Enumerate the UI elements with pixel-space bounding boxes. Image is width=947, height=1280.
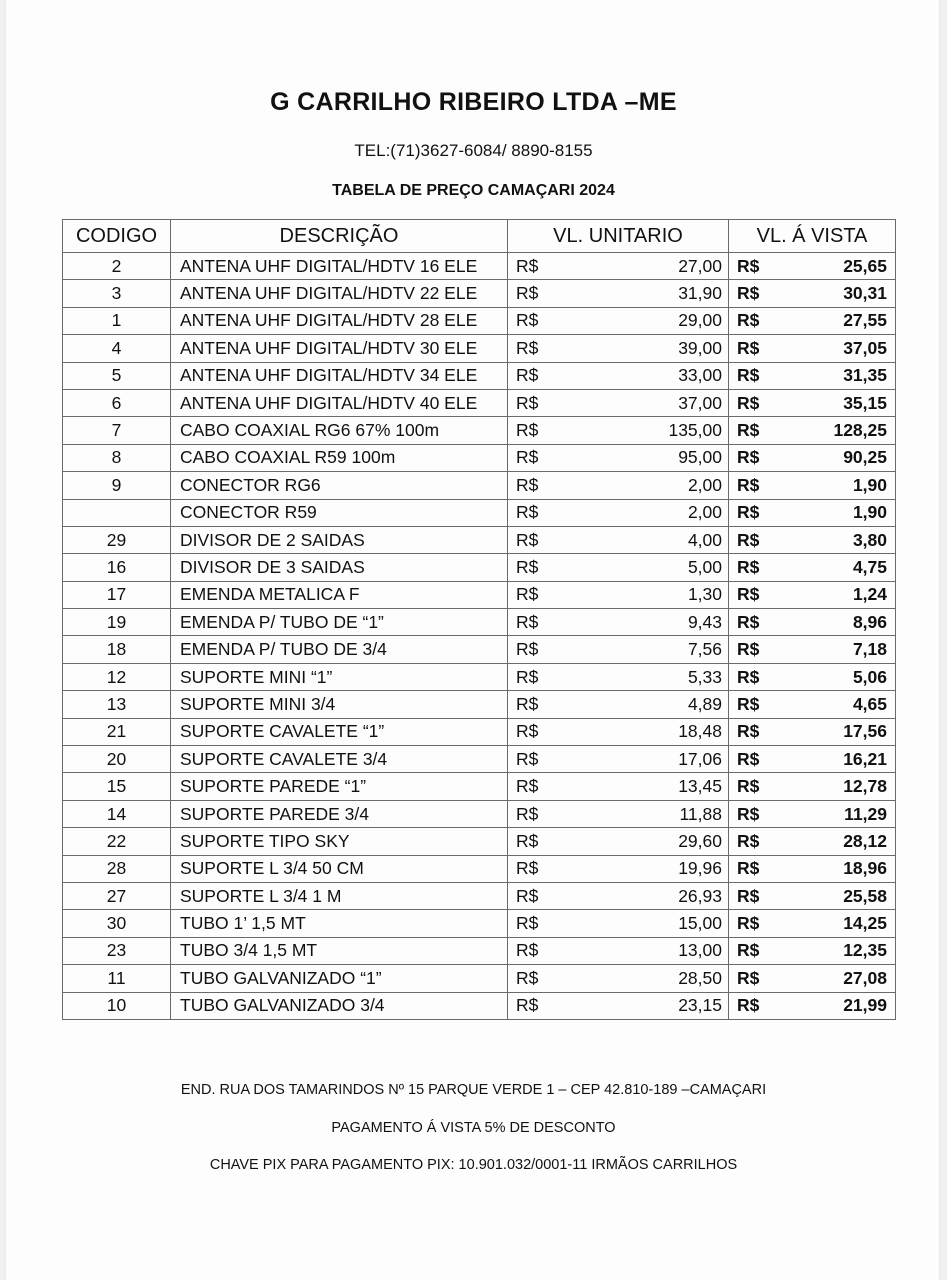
cash-price-value: 4,65 bbox=[852, 693, 887, 714]
cash-price-value: 18,96 bbox=[843, 858, 887, 879]
table-row bbox=[63, 828, 896, 855]
cell-description: ANTENA UHF DIGITAL/HDTV 30 ELE bbox=[171, 335, 508, 362]
cell-cash-price bbox=[729, 362, 896, 389]
currency-symbol: R$ bbox=[737, 885, 760, 906]
cell-cash-price bbox=[729, 526, 896, 553]
cell-code: 23 bbox=[63, 937, 171, 964]
table-row bbox=[63, 773, 896, 800]
currency-symbol: R$ bbox=[516, 529, 539, 550]
table-row bbox=[63, 499, 896, 526]
currency-symbol: R$ bbox=[737, 666, 760, 687]
footer-pix-key: CHAVE PIX PARA PAGAMENTO PIX: 10.901.032/0001-11 IRMÃOS CARRILHOS bbox=[209, 1157, 738, 1173]
cell-unit-price bbox=[508, 773, 729, 800]
cell-description: SUPORTE CAVALETE 3/4 bbox=[171, 746, 508, 773]
cell-description: ANTENA UHF DIGITAL/HDTV 40 ELE bbox=[171, 389, 508, 416]
cell-code: 13 bbox=[63, 691, 171, 718]
cell-cash-price bbox=[729, 800, 896, 827]
cell-description: ANTENA UHF DIGITAL/HDTV 22 ELE bbox=[171, 280, 508, 307]
unit-price-value: 4,89 bbox=[687, 693, 722, 714]
currency-symbol: R$ bbox=[737, 283, 760, 304]
cash-price-value: 25,65 bbox=[843, 255, 887, 276]
cell-description: SUPORTE PAREDE “1” bbox=[171, 773, 508, 800]
cell-cash-price bbox=[729, 855, 896, 882]
table-row bbox=[63, 636, 896, 663]
table-row bbox=[63, 581, 896, 608]
currency-symbol: R$ bbox=[516, 255, 539, 276]
cash-price-value: 16,21 bbox=[843, 748, 887, 769]
table-row bbox=[63, 335, 896, 362]
cell-unit-price bbox=[508, 609, 729, 636]
table-row bbox=[63, 609, 896, 636]
cash-price-value: 8,96 bbox=[852, 611, 887, 632]
currency-symbol: R$ bbox=[516, 995, 539, 1016]
table-title: TABELA DE PREÇO CAMAÇARI 2024 bbox=[332, 182, 615, 199]
table-row bbox=[63, 882, 896, 909]
currency-symbol: R$ bbox=[516, 611, 539, 632]
unit-price-value: 29,60 bbox=[678, 830, 722, 851]
table-row bbox=[63, 965, 896, 992]
cell-cash-price bbox=[729, 937, 896, 964]
currency-symbol: R$ bbox=[516, 666, 539, 687]
currency-symbol: R$ bbox=[516, 885, 539, 906]
cell-code: 5 bbox=[63, 362, 171, 389]
currency-symbol: R$ bbox=[737, 337, 760, 358]
cell-cash-price bbox=[729, 965, 896, 992]
unit-price-value: 19,96 bbox=[678, 858, 722, 879]
currency-symbol: R$ bbox=[737, 995, 760, 1016]
cash-price-value: 3,80 bbox=[852, 529, 887, 550]
unit-price-value: 7,56 bbox=[687, 639, 722, 660]
currency-symbol: R$ bbox=[516, 283, 539, 304]
column-header-code: CODIGO bbox=[63, 220, 171, 253]
unit-price-value: 37,00 bbox=[678, 392, 722, 413]
currency-symbol: R$ bbox=[737, 310, 760, 331]
cell-unit-price bbox=[508, 800, 729, 827]
unit-price-value: 11,88 bbox=[679, 803, 722, 824]
cell-description: EMENDA P/ TUBO DE “1” bbox=[171, 609, 508, 636]
cash-price-value: 28,12 bbox=[843, 830, 887, 851]
cell-description: CABO COAXIAL RG6 67% 100m bbox=[171, 417, 508, 444]
unit-price-value: 2,00 bbox=[687, 502, 722, 523]
cell-cash-price bbox=[729, 718, 896, 745]
cell-unit-price bbox=[508, 746, 729, 773]
cell-code: 9 bbox=[63, 472, 171, 499]
cell-code: 16 bbox=[63, 554, 171, 581]
table-row bbox=[63, 554, 896, 581]
cell-code: 17 bbox=[63, 581, 171, 608]
price-table-body bbox=[63, 253, 896, 1020]
cell-unit-price bbox=[508, 554, 729, 581]
table-row bbox=[63, 526, 896, 553]
cell-unit-price bbox=[508, 307, 729, 334]
currency-symbol: R$ bbox=[516, 639, 539, 660]
cell-cash-price bbox=[729, 335, 896, 362]
cell-unit-price bbox=[508, 636, 729, 663]
currency-symbol: R$ bbox=[516, 940, 539, 961]
footer-payment-note: PAGAMENTO Á VISTA 5% DE DESCONTO bbox=[331, 1120, 616, 1136]
currency-symbol: R$ bbox=[516, 776, 539, 797]
cell-code: 7 bbox=[63, 417, 171, 444]
cash-price-value: 1,90 bbox=[852, 474, 887, 495]
cash-price-value: 27,08 bbox=[843, 967, 887, 988]
currency-symbol: R$ bbox=[516, 392, 539, 413]
cell-code: 28 bbox=[63, 855, 171, 882]
currency-symbol: R$ bbox=[516, 337, 539, 358]
cell-cash-price bbox=[729, 280, 896, 307]
cash-price-value: 90,25 bbox=[843, 447, 887, 468]
cash-price-value: 27,55 bbox=[843, 310, 887, 331]
unit-price-value: 27,00 bbox=[678, 255, 722, 276]
currency-symbol: R$ bbox=[737, 365, 760, 386]
table-row bbox=[63, 800, 896, 827]
cell-description: DIVISOR DE 3 SAIDAS bbox=[171, 554, 508, 581]
cell-unit-price bbox=[508, 389, 729, 416]
unit-price-value: 2,00 bbox=[687, 474, 722, 495]
currency-symbol: R$ bbox=[516, 913, 539, 934]
column-header-description: DESCRIÇÃO bbox=[171, 220, 508, 253]
unit-price-value: 18,48 bbox=[678, 721, 722, 742]
table-row bbox=[63, 855, 896, 882]
cell-unit-price bbox=[508, 965, 729, 992]
unit-price-value: 31,90 bbox=[678, 283, 722, 304]
cash-price-value: 35,15 bbox=[843, 392, 887, 413]
currency-symbol: R$ bbox=[737, 776, 760, 797]
cash-price-value: 1,90 bbox=[852, 502, 887, 523]
cell-description: TUBO GALVANIZADO 3/4 bbox=[171, 992, 508, 1019]
currency-symbol: R$ bbox=[737, 255, 760, 276]
cell-description: SUPORTE MINI 3/4 bbox=[171, 691, 508, 718]
unit-price-value: 15,00 bbox=[678, 913, 722, 934]
cell-cash-price bbox=[729, 472, 896, 499]
currency-symbol: R$ bbox=[516, 420, 539, 441]
cell-unit-price bbox=[508, 499, 729, 526]
cell-code: 8 bbox=[63, 444, 171, 471]
cell-unit-price bbox=[508, 663, 729, 690]
cash-price-value: 1,24 bbox=[852, 584, 887, 605]
table-row bbox=[63, 307, 896, 334]
cell-code: 1 bbox=[63, 307, 171, 334]
currency-symbol: R$ bbox=[737, 940, 760, 961]
column-header-cash-price: VL. Á VISTA bbox=[729, 220, 896, 253]
cell-code: 27 bbox=[63, 882, 171, 909]
unit-price-value: 39,00 bbox=[678, 337, 722, 358]
cell-unit-price bbox=[508, 417, 729, 444]
cash-price-value: 17,56 bbox=[843, 721, 887, 742]
cell-unit-price bbox=[508, 444, 729, 471]
cell-description: CABO COAXIAL R59 100m bbox=[171, 444, 508, 471]
phone-numbers: TEL:(71)3627-6084/ 8890-8155 bbox=[354, 141, 593, 160]
cell-unit-price bbox=[508, 472, 729, 499]
cell-cash-price bbox=[729, 307, 896, 334]
currency-symbol: R$ bbox=[737, 420, 760, 441]
cell-unit-price bbox=[508, 937, 729, 964]
cell-cash-price bbox=[729, 663, 896, 690]
currency-symbol: R$ bbox=[516, 310, 539, 331]
cell-description: ANTENA UHF DIGITAL/HDTV 34 ELE bbox=[171, 362, 508, 389]
cell-code: 18 bbox=[63, 636, 171, 663]
cell-description: TUBO 3/4 1,5 MT bbox=[171, 937, 508, 964]
cash-price-value: 4,75 bbox=[852, 556, 887, 577]
cell-code: 20 bbox=[63, 746, 171, 773]
cell-cash-price bbox=[729, 389, 896, 416]
currency-symbol: R$ bbox=[516, 693, 539, 714]
cell-unit-price bbox=[508, 335, 729, 362]
currency-symbol: R$ bbox=[737, 502, 760, 523]
cell-description: EMENDA METALICA F bbox=[171, 581, 508, 608]
footer-address: END. RUA DOS TAMARINDOS Nº 15 PARQUE VERDE 1 – CEP 42.810-189 –CAMAÇARI bbox=[180, 1082, 767, 1098]
cell-unit-price bbox=[508, 280, 729, 307]
cell-cash-price bbox=[729, 910, 896, 937]
currency-symbol: R$ bbox=[737, 392, 760, 413]
table-row bbox=[63, 691, 896, 718]
currency-symbol: R$ bbox=[737, 529, 760, 550]
cell-cash-price bbox=[729, 746, 896, 773]
cell-cash-price bbox=[729, 253, 896, 280]
cell-code: 11 bbox=[63, 965, 171, 992]
currency-symbol: R$ bbox=[737, 584, 760, 605]
currency-symbol: R$ bbox=[737, 556, 760, 577]
cell-description: SUPORTE CAVALETE “1” bbox=[171, 718, 508, 745]
currency-symbol: R$ bbox=[516, 748, 539, 769]
table-row bbox=[63, 746, 896, 773]
unit-price-value: 29,00 bbox=[678, 310, 722, 331]
table-row bbox=[63, 472, 896, 499]
currency-symbol: R$ bbox=[737, 748, 760, 769]
currency-symbol: R$ bbox=[516, 721, 539, 742]
unit-price-value: 13,00 bbox=[678, 940, 722, 961]
currency-symbol: R$ bbox=[516, 803, 539, 824]
unit-price-value: 95,00 bbox=[678, 447, 722, 468]
cell-code: 15 bbox=[63, 773, 171, 800]
unit-price-value: 1,30 bbox=[687, 584, 722, 605]
currency-symbol: R$ bbox=[516, 584, 539, 605]
table-row bbox=[63, 910, 896, 937]
cell-cash-price bbox=[729, 444, 896, 471]
currency-symbol: R$ bbox=[516, 447, 539, 468]
cell-code: 4 bbox=[63, 335, 171, 362]
currency-symbol: R$ bbox=[737, 639, 760, 660]
cash-price-value: 128,25 bbox=[833, 420, 887, 441]
cell-description: SUPORTE L 3/4 50 CM bbox=[171, 855, 508, 882]
unit-price-value: 4,00 bbox=[687, 529, 722, 550]
cell-cash-price bbox=[729, 499, 896, 526]
cell-cash-price bbox=[729, 882, 896, 909]
cash-price-value: 7,18 bbox=[852, 639, 887, 660]
currency-symbol: R$ bbox=[516, 502, 539, 523]
currency-symbol: R$ bbox=[516, 474, 539, 495]
unit-price-value: 5,00 bbox=[687, 556, 722, 577]
cell-cash-price bbox=[729, 992, 896, 1019]
cell-cash-price bbox=[729, 636, 896, 663]
cell-description: SUPORTE TIPO SKY bbox=[171, 828, 508, 855]
price-table bbox=[62, 219, 896, 1020]
table-row bbox=[63, 389, 896, 416]
currency-symbol: R$ bbox=[737, 913, 760, 934]
currency-symbol: R$ bbox=[737, 858, 760, 879]
table-row bbox=[63, 280, 896, 307]
currency-symbol: R$ bbox=[516, 830, 539, 851]
cell-cash-price bbox=[729, 554, 896, 581]
column-header-unit-price: VL. UNITARIO bbox=[508, 220, 729, 253]
currency-symbol: R$ bbox=[737, 830, 760, 851]
currency-symbol: R$ bbox=[516, 858, 539, 879]
unit-price-value: 33,00 bbox=[678, 365, 722, 386]
currency-symbol: R$ bbox=[516, 556, 539, 577]
cell-unit-price bbox=[508, 992, 729, 1019]
unit-price-value: 9,43 bbox=[687, 611, 722, 632]
cell-unit-price bbox=[508, 581, 729, 608]
cell-unit-price bbox=[508, 691, 729, 718]
unit-price-value: 28,50 bbox=[678, 967, 722, 988]
cell-unit-price bbox=[508, 253, 729, 280]
cell-description: SUPORTE PAREDE 3/4 bbox=[171, 800, 508, 827]
cell-description: SUPORTE MINI “1” bbox=[171, 663, 508, 690]
unit-price-value: 17,06 bbox=[678, 748, 722, 769]
table-row bbox=[63, 992, 896, 1019]
table-row bbox=[63, 937, 896, 964]
cash-price-value: 30,31 bbox=[843, 283, 887, 304]
cell-code: 21 bbox=[63, 718, 171, 745]
currency-symbol: R$ bbox=[737, 611, 760, 632]
cell-code: 3 bbox=[63, 280, 171, 307]
currency-symbol: R$ bbox=[737, 474, 760, 495]
cash-price-value: 25,58 bbox=[843, 885, 887, 906]
currency-symbol: R$ bbox=[737, 447, 760, 468]
currency-symbol: R$ bbox=[737, 967, 760, 988]
cell-description: SUPORTE L 3/4 1 M bbox=[171, 882, 508, 909]
cell-unit-price bbox=[508, 828, 729, 855]
unit-price-value: 135,00 bbox=[668, 420, 722, 441]
cell-cash-price bbox=[729, 417, 896, 444]
cash-price-value: 21,99 bbox=[843, 995, 887, 1016]
cell-cash-price bbox=[729, 828, 896, 855]
unit-price-value: 23,15 bbox=[678, 995, 722, 1016]
cash-price-value: 5,06 bbox=[852, 666, 887, 687]
cash-price-value: 12,78 bbox=[843, 776, 887, 797]
currency-symbol: R$ bbox=[737, 803, 760, 824]
currency-symbol: R$ bbox=[516, 365, 539, 386]
cell-code: 19 bbox=[63, 609, 171, 636]
unit-price-value: 5,33 bbox=[687, 666, 722, 687]
unit-price-value: 26,93 bbox=[678, 885, 722, 906]
cell-unit-price bbox=[508, 882, 729, 909]
cell-code: 6 bbox=[63, 389, 171, 416]
cell-unit-price bbox=[508, 362, 729, 389]
cell-unit-price bbox=[508, 526, 729, 553]
cash-price-value: 31,35 bbox=[843, 365, 887, 386]
cell-unit-price bbox=[508, 855, 729, 882]
cell-code: 14 bbox=[63, 800, 171, 827]
cell-description: ANTENA UHF DIGITAL/HDTV 16 ELE bbox=[171, 253, 508, 280]
cell-code: 30 bbox=[63, 910, 171, 937]
cell-cash-price bbox=[729, 609, 896, 636]
cell-unit-price bbox=[508, 718, 729, 745]
cell-code: 29 bbox=[63, 526, 171, 553]
table-row bbox=[63, 362, 896, 389]
cell-description: DIVISOR DE 2 SAIDAS bbox=[171, 526, 508, 553]
cell-description: TUBO GALVANIZADO “1” bbox=[171, 965, 508, 992]
table-row bbox=[63, 718, 896, 745]
unit-price-value: 13,45 bbox=[678, 776, 722, 797]
cell-code: 10 bbox=[63, 992, 171, 1019]
cell-description: EMENDA P/ TUBO DE 3/4 bbox=[171, 636, 508, 663]
cash-price-value: 14,25 bbox=[843, 913, 887, 934]
currency-symbol: R$ bbox=[516, 967, 539, 988]
cell-description: TUBO 1’ 1,5 MT bbox=[171, 910, 508, 937]
cash-price-value: 12,35 bbox=[843, 940, 887, 961]
cell-code: 2 bbox=[63, 253, 171, 280]
cell-description: CONECTOR R59 bbox=[171, 499, 508, 526]
cell-code: 22 bbox=[63, 828, 171, 855]
table-row bbox=[63, 444, 896, 471]
cash-price-value: 11,29 bbox=[844, 803, 887, 824]
currency-symbol: R$ bbox=[737, 693, 760, 714]
cell-code: 12 bbox=[63, 663, 171, 690]
table-row bbox=[63, 417, 896, 444]
cell-cash-price bbox=[729, 773, 896, 800]
table-header-row bbox=[63, 220, 896, 253]
table-row bbox=[63, 253, 896, 280]
cell-code bbox=[63, 499, 171, 526]
cell-cash-price bbox=[729, 581, 896, 608]
cell-description: ANTENA UHF DIGITAL/HDTV 28 ELE bbox=[171, 307, 508, 334]
cash-price-value: 37,05 bbox=[843, 337, 887, 358]
table-row bbox=[63, 663, 896, 690]
cell-cash-price bbox=[729, 691, 896, 718]
currency-symbol: R$ bbox=[737, 721, 760, 742]
company-name: G CARRILHO RIBEIRO LTDA –ME bbox=[270, 88, 677, 116]
cell-description: CONECTOR RG6 bbox=[171, 472, 508, 499]
cell-unit-price bbox=[508, 910, 729, 937]
